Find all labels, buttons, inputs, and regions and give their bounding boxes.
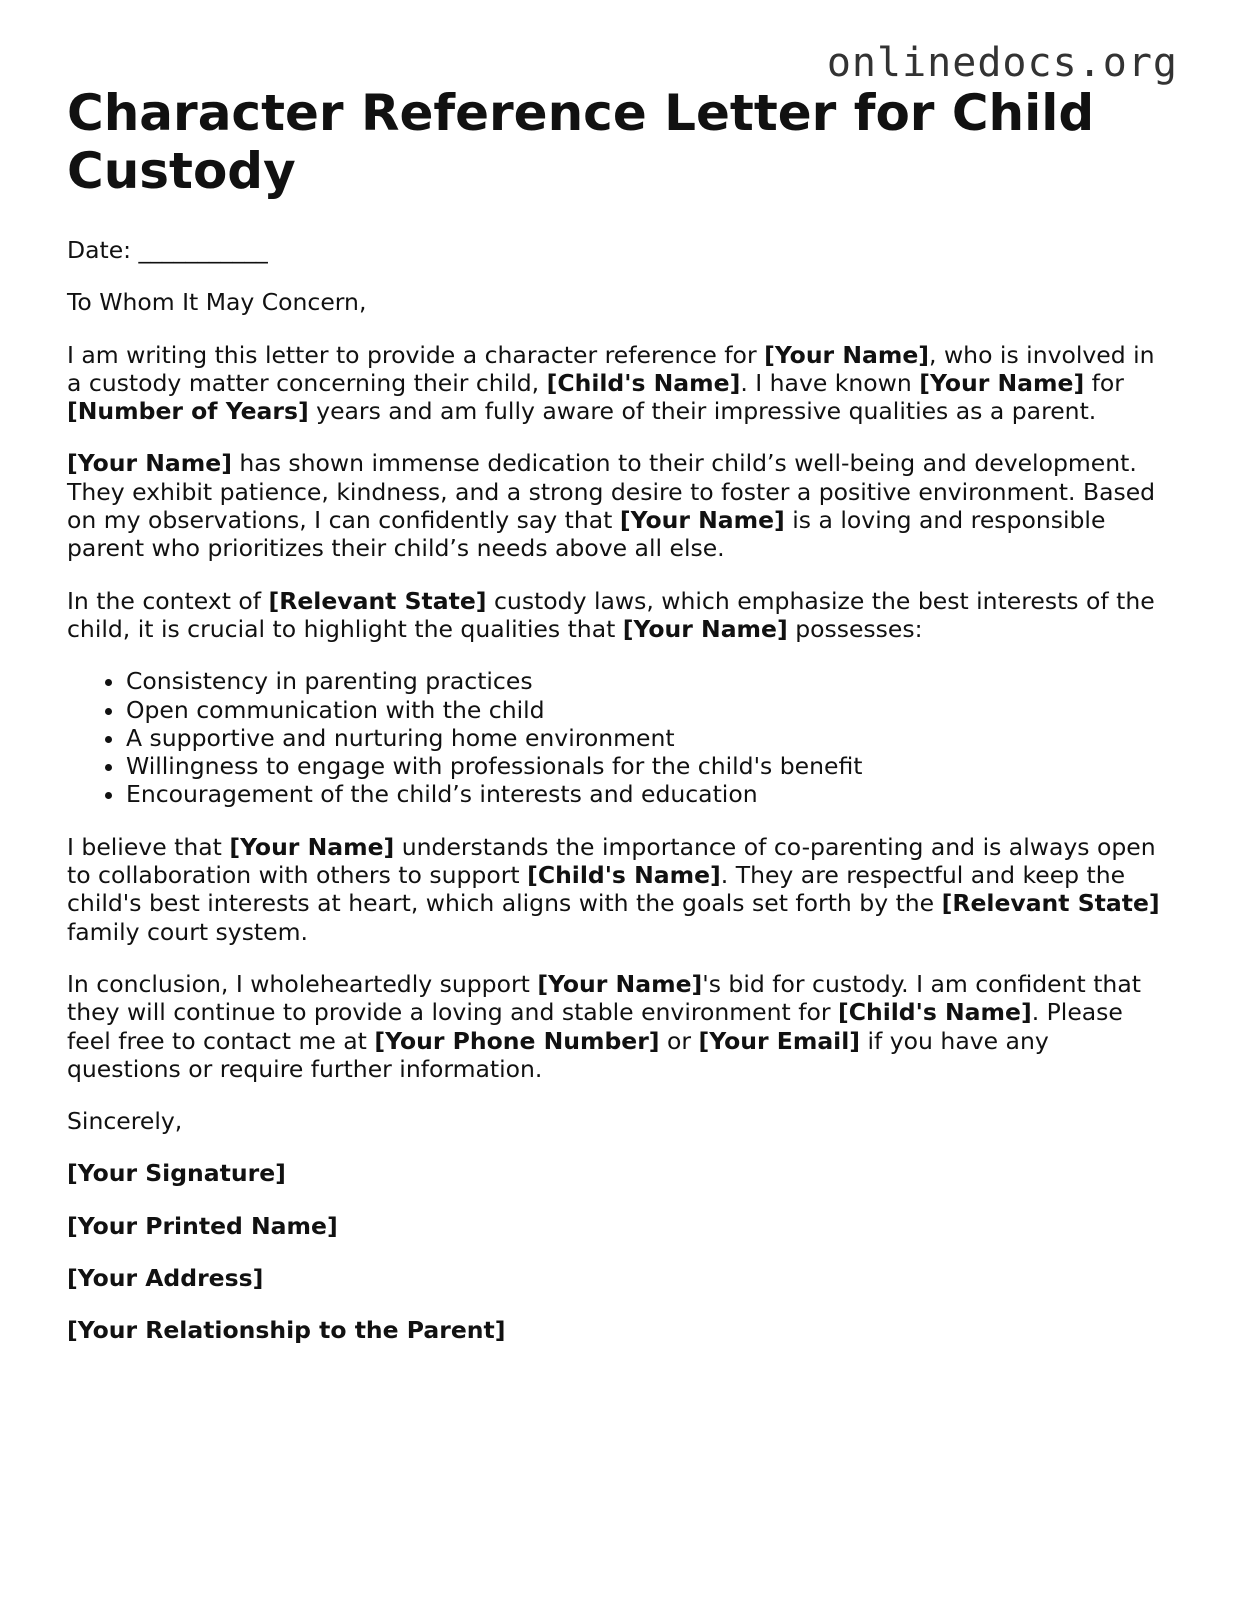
placeholder-child-name: [Child's Name] bbox=[527, 861, 721, 890]
placeholder-your-name: [Your Name] bbox=[67, 449, 232, 478]
list-item: • Encouragement of the child’s interests and education bbox=[126, 780, 1167, 808]
placeholder-your-name: [Your Name] bbox=[537, 969, 703, 998]
signature-block bbox=[67, 1159, 1167, 1344]
address-line: [Your Address] bbox=[67, 1264, 264, 1293]
placeholder-child-name: [Child's Name] bbox=[837, 998, 1032, 1027]
placeholder-relevant-state: [Relevant State] bbox=[268, 586, 487, 615]
placeholder-email: [Your Email] bbox=[698, 1026, 861, 1055]
placeholder-number-of-years: [Number of Years] bbox=[67, 397, 309, 426]
closing: Sincerely, bbox=[67, 1107, 183, 1136]
list-item: • Consistency in parenting practices bbox=[126, 667, 1167, 695]
placeholder-your-name: [Your Name] bbox=[764, 340, 930, 369]
list-item: • Open communication with the child bbox=[126, 696, 1167, 724]
letter-title: Character Reference Letter for Child Custody bbox=[67, 84, 1095, 200]
printed-name-line: [Your Printed Name] bbox=[67, 1211, 338, 1240]
placeholder-child-name: [Child's Name] bbox=[546, 368, 741, 397]
placeholder-relevant-state: [Relevant State] bbox=[941, 889, 1160, 918]
placeholder-your-name: [Your Name] bbox=[619, 506, 785, 535]
signature-line: [Your Signature] bbox=[67, 1159, 286, 1188]
placeholder-phone-number: [Your Phone Number] bbox=[374, 1026, 660, 1055]
list-item: • Willingness to engage with professionals for the child's benefit bbox=[126, 752, 1167, 780]
letter-page bbox=[67, 84, 1167, 1369]
paragraph-intro: I am writing this letter to provide a character reference for [Your Name], who is involved in a custody matter concerning their child, [Child's Name]. I have known [Your Name] for [Number of Years] years and am fully aware of their impressive qualities as a parent. bbox=[67, 340, 1155, 426]
paragraph-context: In the context of [Relevant State] custody laws, which emphasize the best interests of the child, it is crucial to highlight the qualities that [Your Name] possesses: bbox=[67, 586, 1155, 643]
paragraph-conclusion: In conclusion, I wholeheartedly support [Your Name]'s bid for custody. I am confident that they will continue to provide a loving and stable environment for [Child's Name]. Please feel free to contact me at [Your Phone Number] or [Your Email] if you have any questions or require further information. bbox=[67, 969, 1141, 1083]
qualities-list bbox=[67, 667, 1167, 808]
paragraph-dedication: [Your Name] has shown immense dedication to their child’s well-being and development. They exhibit patience, kindness, and a strong desire to foster a positive environment. Based on my observations, I can confidently say that [Your Name] is a loving and responsible parent who prioritizes their child’s needs above all else. bbox=[67, 449, 1156, 563]
placeholder-your-name: [Your Name] bbox=[919, 368, 1085, 397]
paragraph-coparenting: I believe that [Your Name] understands the importance of co-parenting and is always open to collaboration with others to support [Child's Name]. They are respectful and keep the child's best interests at heart, which aligns with the goals set forth by the [Relevant State] family court system. bbox=[67, 832, 1160, 946]
salutation: To Whom It May Concern, bbox=[67, 288, 367, 317]
placeholder-your-name: [Your Name] bbox=[622, 614, 788, 643]
date-line: Date: ___________ bbox=[67, 236, 268, 264]
relationship-line: [Your Relationship to the Parent] bbox=[67, 1316, 506, 1345]
list-item: • A supportive and nurturing home environment bbox=[126, 724, 1167, 752]
site-watermark: onlinedocs.org bbox=[826, 40, 1178, 86]
placeholder-your-name: [Your Name] bbox=[229, 832, 395, 861]
